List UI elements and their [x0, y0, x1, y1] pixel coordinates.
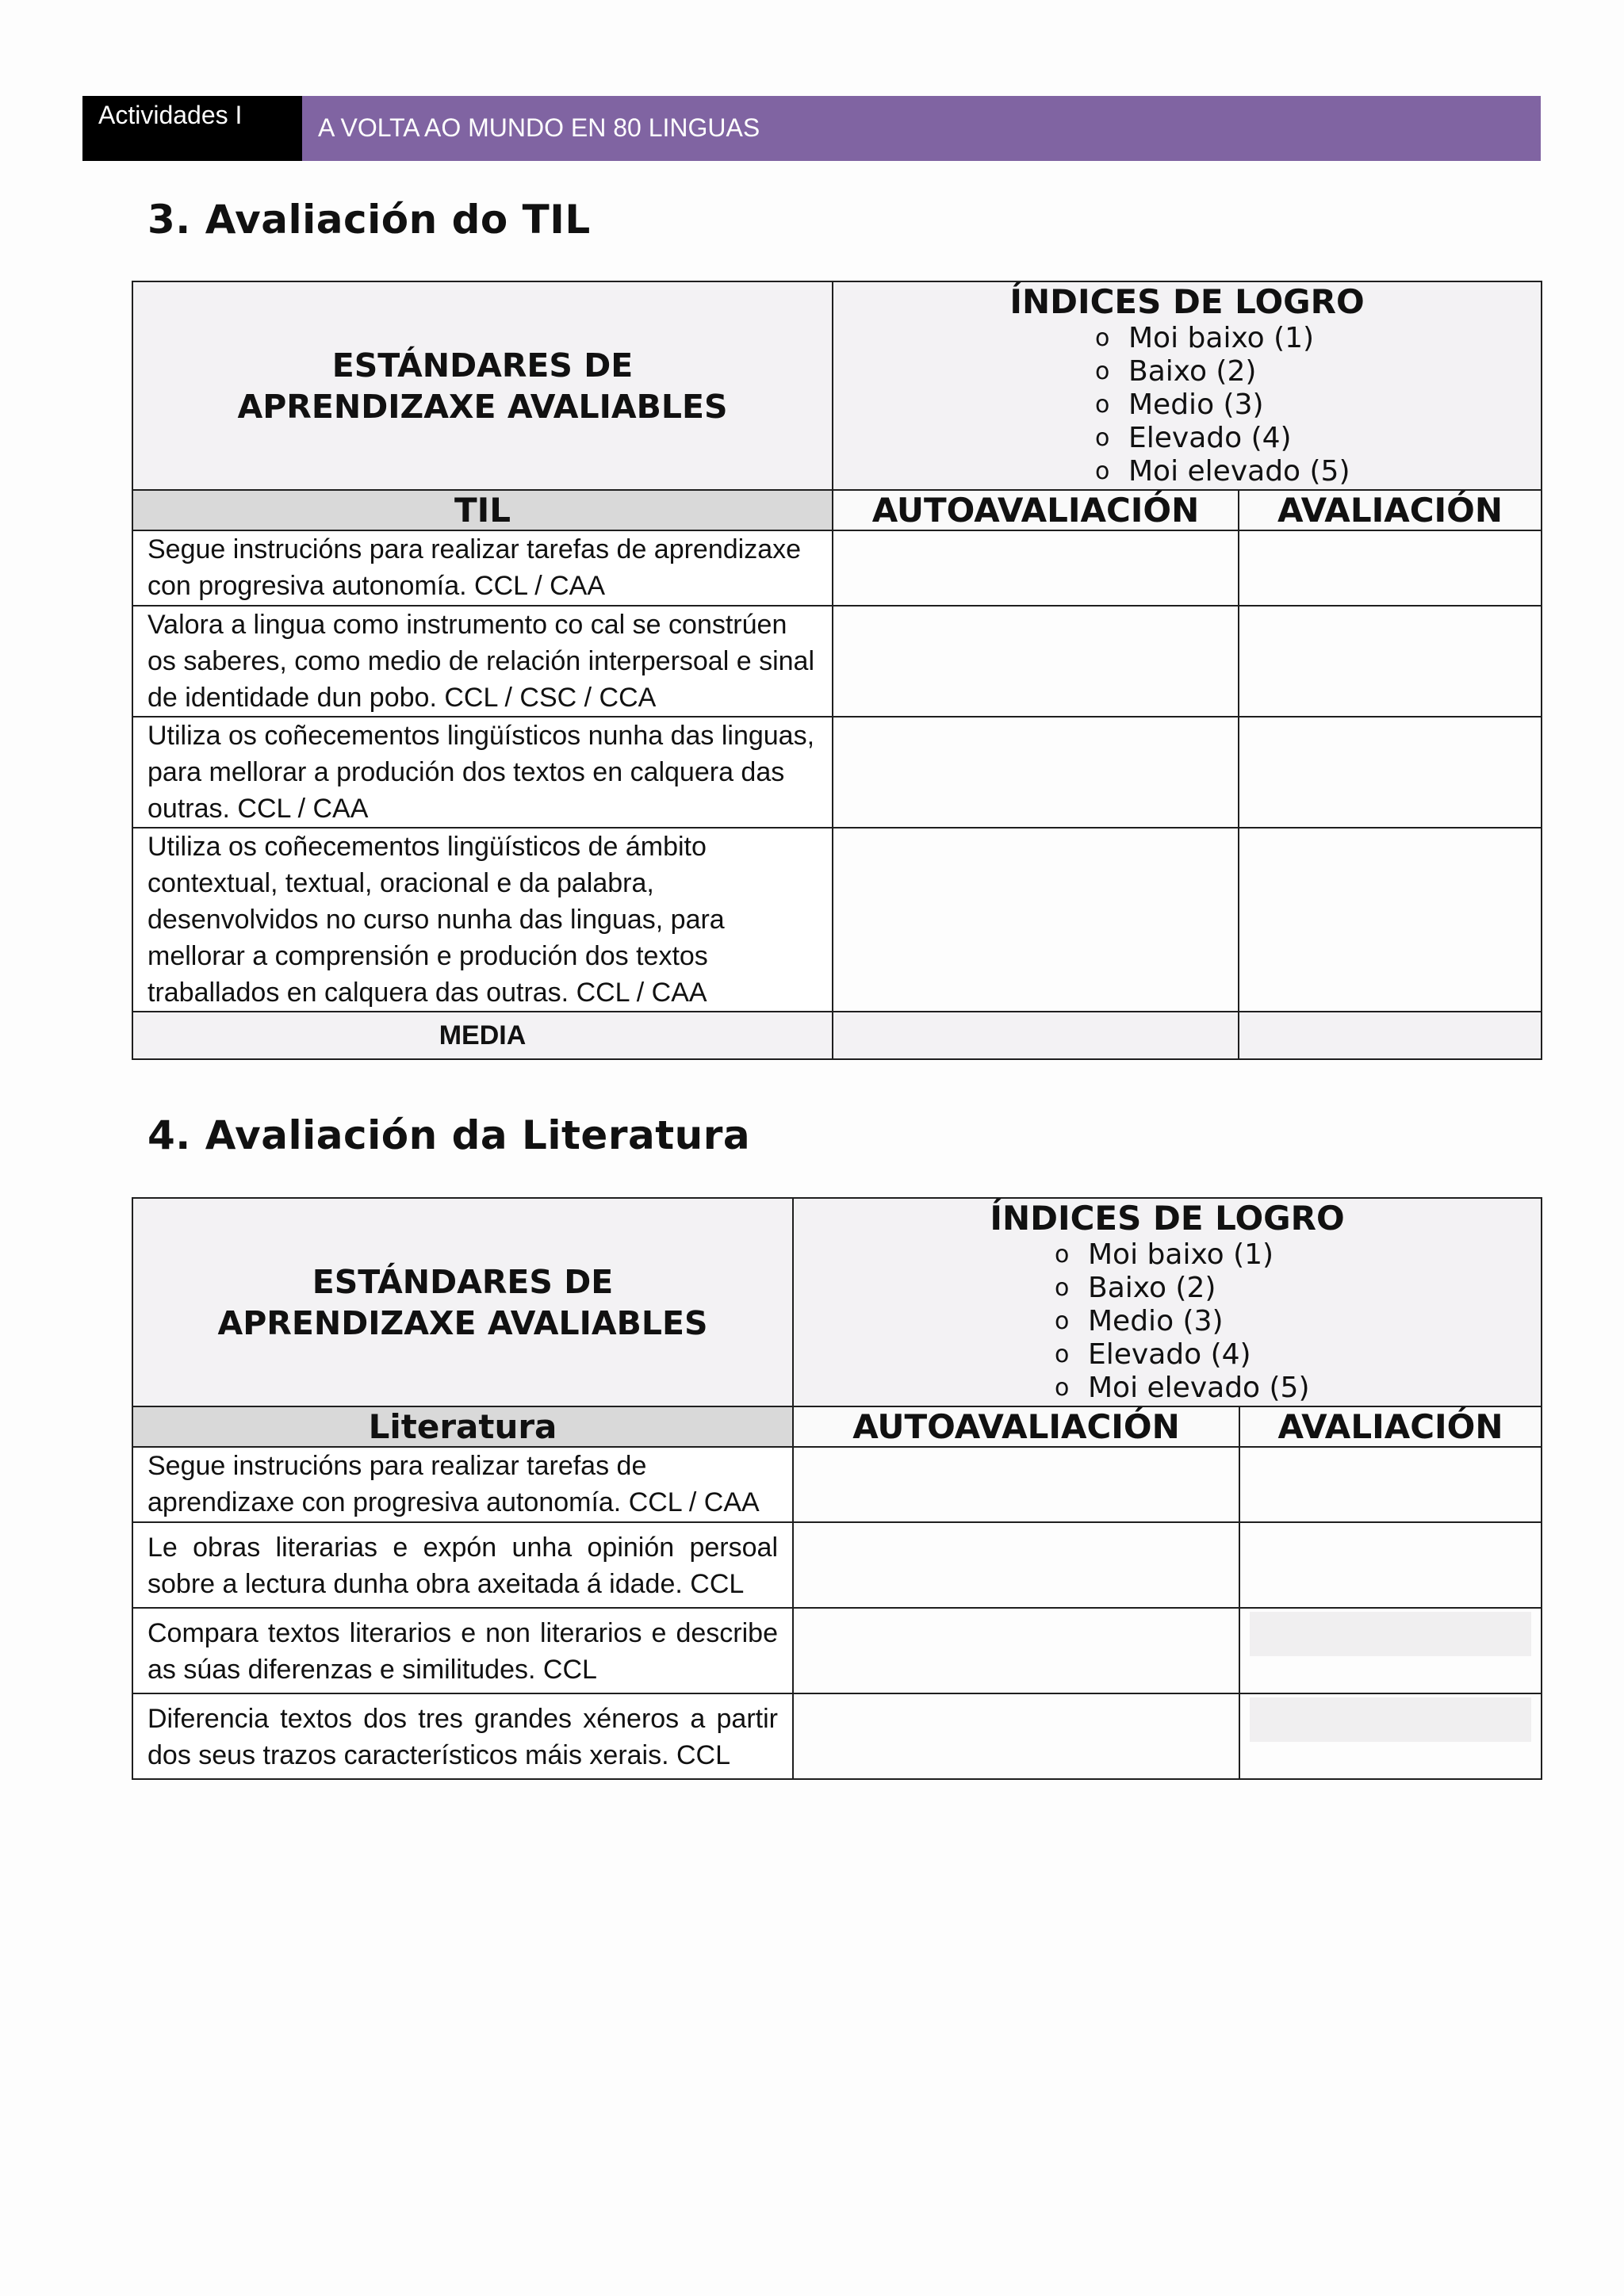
indices-list — [833, 322, 1541, 488]
self-assessment-cell[interactable] — [793, 1522, 1239, 1608]
literature-section-heading: 4. Avaliación da Literatura — [147, 1112, 751, 1158]
indices-item: o Moi baixo (1) — [1095, 322, 1315, 354]
media-assessment-cell[interactable] — [1239, 1012, 1542, 1059]
col-header-self-assessment: AUTOAVALIACIÓN — [833, 490, 1239, 530]
self-assessment-cell[interactable] — [833, 530, 1239, 606]
media-self-cell[interactable] — [833, 1012, 1239, 1059]
indices-title: ÍNDICES DE LOGRO — [990, 1199, 1345, 1238]
indices-list — [794, 1238, 1541, 1405]
header-title: A VOLTA AO MUNDO EN 80 LINGUAS — [302, 96, 1541, 161]
assessment-cell[interactable] — [1239, 1522, 1542, 1608]
standards-header — [132, 281, 833, 490]
bullet-icon: o — [1055, 1307, 1070, 1335]
assessment-cell[interactable] — [1239, 1447, 1542, 1522]
assessment-cell[interactable] — [1239, 606, 1542, 717]
header-section-label: Actividades I — [82, 96, 302, 161]
assessment-cell[interactable] — [1239, 1608, 1542, 1693]
assessment-cell[interactable] — [1239, 828, 1542, 1012]
criterion-cell: Utiliza os coñecementos lingüísticos nunha das linguas, para mellorar a produción dos textos en calquera das outras. CCL / CAA — [132, 717, 833, 828]
criterion-cell: Utiliza os coñecementos lingüísticos de ámbito contextual, textual, oracional e da palabra, desenvolvidos no curso nunha das linguas, para mellorar a comprensión e produción dos textos traballados en calquera das outras. CCL / CAA — [132, 828, 833, 1012]
assessment-cell[interactable] — [1239, 717, 1542, 828]
criterion-cell: Diferencia textos dos tres grandes xéneros a partir dos seus trazos característicos máis xerais. CCL — [132, 1693, 793, 1779]
col-header-assessment: AVALIACIÓN — [1239, 490, 1542, 530]
self-assessment-cell[interactable] — [833, 606, 1239, 717]
indices-header — [833, 281, 1542, 490]
literature-table — [132, 1197, 1542, 1780]
bullet-icon: o — [1055, 1274, 1070, 1302]
self-assessment-cell[interactable] — [793, 1447, 1239, 1522]
criterion-cell: Compara textos literarios e non literarios e describe as súas diferenzas e similitudes. CCL — [132, 1608, 793, 1693]
indices-header — [793, 1198, 1542, 1406]
bullet-icon: o — [1055, 1374, 1070, 1402]
assessment-cell[interactable] — [1239, 530, 1542, 606]
col-header-self-assessment: AUTOAVALIACIÓN — [793, 1406, 1239, 1447]
indices-item: o Elevado (4) — [1095, 422, 1292, 454]
indices-item: o Medio (3) — [1095, 388, 1264, 421]
self-assessment-cell[interactable] — [833, 828, 1239, 1012]
standards-header — [132, 1198, 793, 1406]
standards-header-line2: APRENDIZAXE AVALIABLES — [217, 1303, 708, 1342]
indices-item: o Baixo (2) — [1095, 355, 1257, 388]
til-section-heading: 3. Avaliación do TIL — [147, 197, 591, 243]
bullet-icon: o — [1055, 1241, 1070, 1269]
col-header-assessment: AVALIACIÓN — [1239, 1406, 1542, 1447]
media-label: MEDIA — [132, 1012, 833, 1059]
criterion-cell: Segue instrucións para realizar tarefas de aprendizaxe con progresiva autonomía. CCL / CAA — [132, 530, 833, 606]
indices-item: o Moi elevado (5) — [1095, 455, 1350, 488]
assessment-cell[interactable] — [1239, 1693, 1542, 1779]
standards-header-line1: ESTÁNDARES DE — [312, 1262, 614, 1301]
bullet-icon: o — [1095, 391, 1110, 419]
bullet-icon: o — [1095, 358, 1110, 385]
indices-item: o Baixo (2) — [1055, 1272, 1216, 1304]
criterion-cell: Segue instrucións para realizar tarefas de aprendizaxe con progresiva autonomía. CCL / CAA — [132, 1447, 793, 1522]
indices-item: o Elevado (4) — [1055, 1338, 1251, 1371]
til-table — [132, 281, 1542, 1060]
criterion-cell: Valora a lingua como instrumento co cal se constrúen os saberes, como medio de relación interpersoal e sinal de identidade dun pobo. CCL / CSC / CCA — [132, 606, 833, 717]
bullet-icon: o — [1095, 457, 1110, 485]
bullet-icon: o — [1095, 424, 1110, 452]
col-header-literature: Literatura — [132, 1406, 793, 1447]
page-header — [82, 96, 1541, 161]
col-header-til: TIL — [132, 490, 833, 530]
standards-header-line2: APRENDIZAXE AVALIABLES — [237, 387, 728, 426]
indices-title: ÍNDICES DE LOGRO — [1009, 282, 1365, 321]
self-assessment-cell[interactable] — [793, 1608, 1239, 1693]
standards-header-line1: ESTÁNDARES DE — [331, 346, 634, 385]
self-assessment-cell[interactable] — [833, 717, 1239, 828]
indices-item: o Moi baixo (1) — [1055, 1238, 1274, 1271]
self-assessment-cell[interactable] — [793, 1693, 1239, 1779]
assessment-input-shade — [1250, 1612, 1531, 1656]
indices-item: o Medio (3) — [1055, 1305, 1224, 1337]
criterion-cell: Le obras literarias e expón unha opinión persoal sobre a lectura dunha obra axeitada á idade. CCL — [132, 1522, 793, 1608]
assessment-input-shade — [1250, 1697, 1531, 1742]
bullet-icon: o — [1095, 324, 1110, 352]
bullet-icon: o — [1055, 1341, 1070, 1368]
indices-item: o Moi elevado (5) — [1055, 1372, 1310, 1404]
